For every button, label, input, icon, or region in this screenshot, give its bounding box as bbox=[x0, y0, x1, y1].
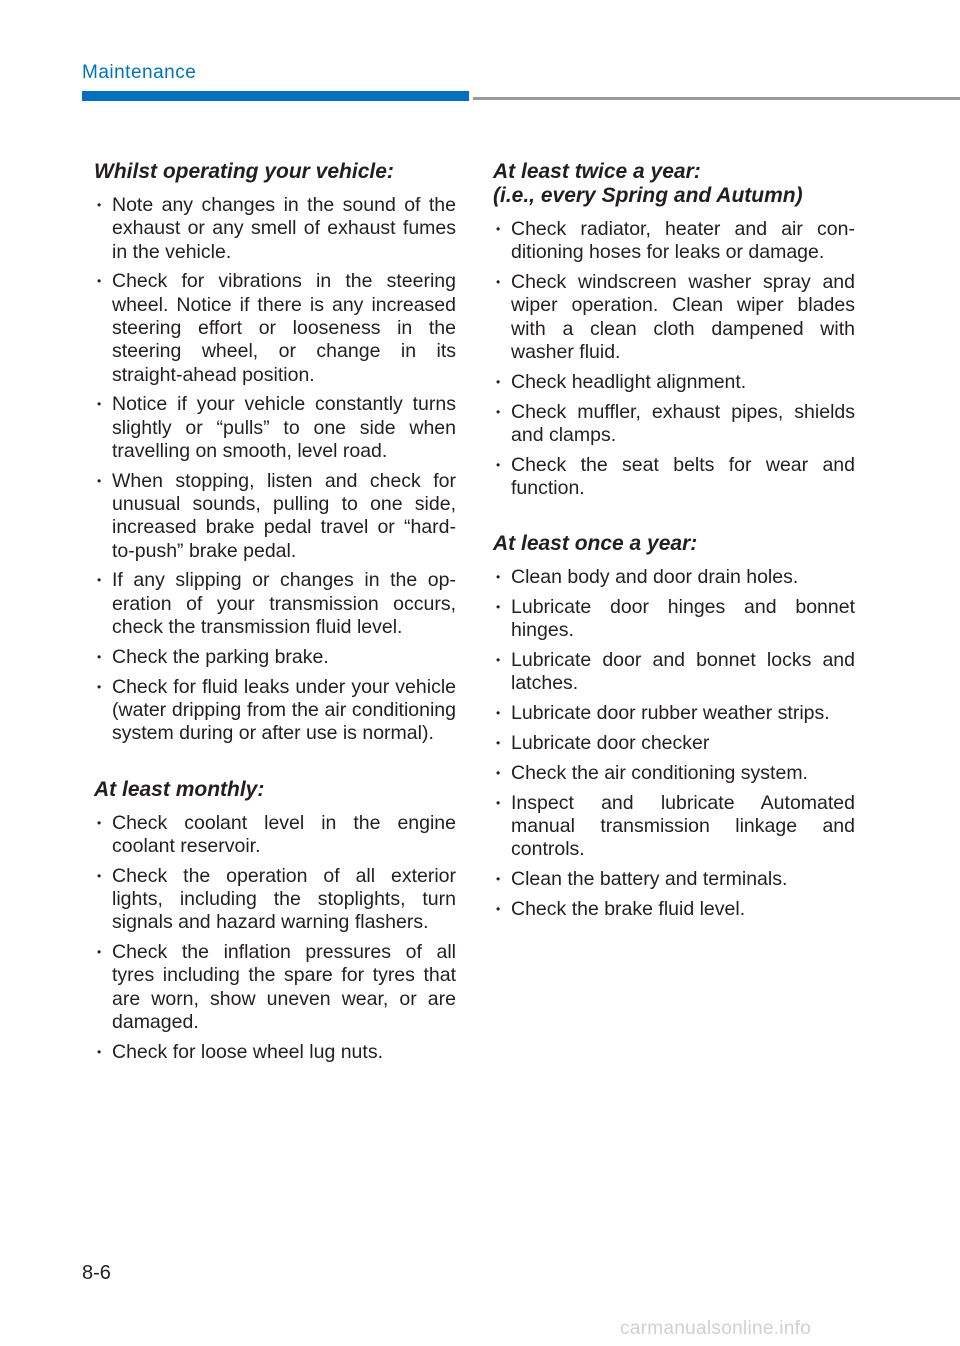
list-item: • Lubricate door and bonnet locks and latches. bbox=[493, 649, 855, 696]
left-column bbox=[94, 160, 456, 1071]
list-monthly bbox=[94, 812, 456, 1064]
list-item: • Check the inflation pressures of all tyres including the spare for tyres that are worn, show uneven wear, or are damaged. bbox=[94, 941, 456, 1034]
list-once-a-year bbox=[493, 566, 855, 921]
list-item: • Note any changes in the sound of the exhaust or any smell of exhaust fumes in the vehicle. bbox=[94, 194, 456, 264]
list-item: • Check for loose wheel lug nuts. bbox=[94, 1041, 456, 1064]
list-item: • Lubricate door hinges and bonnet hinges. bbox=[493, 596, 855, 643]
right-column bbox=[493, 160, 855, 928]
list-item: • Lubricate door rubber weather strips. bbox=[493, 702, 855, 725]
list-item: • Check the air conditioning system. bbox=[493, 762, 855, 785]
header-accent-bar bbox=[82, 91, 469, 101]
heading-once-a-year: At least once a year: bbox=[493, 532, 698, 556]
list-whilst-operating bbox=[94, 194, 456, 746]
section-title: Maintenance bbox=[82, 62, 197, 83]
list-item: • Check windscreen washer spray and wiper operation. Clean wiper blades with a clean cloth dampened with washer fluid. bbox=[493, 271, 855, 364]
list-item: • When stopping, listen and check for unusual sounds, pulling to one side, increased brake pedal travel or “hard-to-push” brake pedal. bbox=[94, 470, 456, 563]
list-item: • Clean body and door drain holes. bbox=[493, 566, 855, 589]
list-item: • If any slipping or changes in the operation of your transmission occurs, check the transmission fluid level. bbox=[94, 569, 456, 639]
list-item: • Check muffler, exhaust pipes, shields and clamps. bbox=[493, 401, 855, 448]
list-item: • Notice if your vehicle constantly turns slightly or “pulls” to one side when travelling on smooth, level road. bbox=[94, 393, 456, 463]
list-item: • Lubricate door checker bbox=[493, 732, 855, 755]
watermark: carmanualsonline.info bbox=[620, 1318, 812, 1339]
list-item: • Check coolant level in the engine coolant reservoir. bbox=[94, 812, 456, 859]
heading-monthly: At least monthly: bbox=[94, 777, 265, 801]
list-item: • Check the seat belts for wear and function. bbox=[493, 454, 855, 501]
list-twice-a-year bbox=[493, 218, 855, 500]
header-rule bbox=[473, 97, 960, 100]
heading-twice-a-year: At least twice a year: bbox=[493, 160, 701, 183]
list-item: • Check the parking brake. bbox=[94, 646, 456, 669]
heading-twice-a-year-note: (i.e., every Spring and Autumn) bbox=[493, 184, 803, 207]
page-number: 8-6 bbox=[82, 1262, 111, 1284]
list-item: • Check the brake fluid level. bbox=[493, 898, 855, 921]
list-item: • Clean the battery and terminals. bbox=[493, 868, 855, 891]
list-item: • Check the operation of all exterior lights, including the stoplights, turn signals and hazard warning flashers. bbox=[94, 865, 456, 935]
list-item: • Check radiator, heater and air conditioning hoses for leaks or damage. bbox=[493, 218, 855, 265]
list-item: • Check for fluid leaks under your vehicle (water dripping from the air conditioning system during or after use is normal). bbox=[94, 676, 456, 746]
list-item: • Check for vibrations in the steering wheel. Notice if there is any increased steering effort or looseness in the steering wheel, or change in its straight-ahead position. bbox=[94, 270, 456, 386]
list-item: • Inspect and lubricate Automated manual transmission linkage and controls. bbox=[493, 792, 855, 862]
list-item: • Check headlight alignment. bbox=[493, 371, 855, 394]
heading-whilst-operating: Whilst operating your vehicle: bbox=[94, 160, 394, 183]
